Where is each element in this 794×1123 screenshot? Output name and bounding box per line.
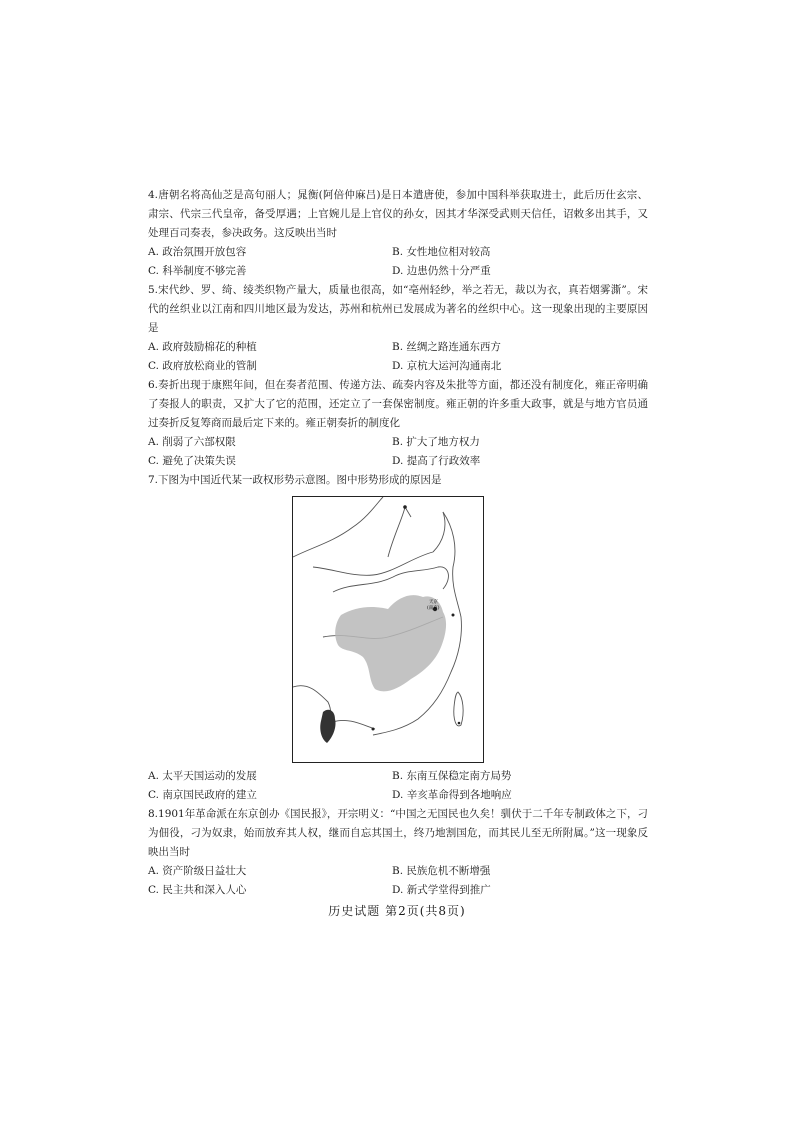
q6-option-c[interactable]: C. 避免了决策失误 [148, 455, 236, 467]
taiwan-island [454, 692, 463, 726]
q7-option-c[interactable]: C. 南京国民政府的建立 [148, 789, 257, 801]
q5-option-a[interactable]: A. 政府鼓励棉花的种植 [148, 341, 257, 353]
q4-option-b[interactable]: B. 女性地位相对较高 [392, 246, 491, 258]
q4-option-d[interactable]: D. 边患仍然十分严重 [392, 265, 491, 277]
q6-option-a[interactable]: A. 削弱了六部权限 [148, 436, 236, 448]
city-marker [403, 505, 407, 509]
questions-area [148, 186, 648, 900]
q7-option-b[interactable]: B. 东南互保稳定南方局势 [392, 770, 512, 782]
question-4-stem: 4.唐朝名将高仙芝是高句丽人；晁衡(阿倍仲麻吕)是日本遣唐使，参加中国科举获取进士，此后历仕玄宗、肃宗、代宗三代皇帝，备受厚遇；上官婉儿是上官仪的孙女，因其才华深受武则天信任，诏敕多出其手，又处理百司奏表，参决政务。这反映出当时 [148, 189, 648, 239]
q4-option-c[interactable]: C. 科举制度不够完善 [148, 265, 247, 277]
page-footer: 历史试题 第2页(共8页) [328, 904, 466, 918]
question-6-options [148, 433, 648, 471]
question-7-stem: 7.下图为中国近代某一政权形势示意图。图中形势形成的原因是 [148, 474, 442, 486]
map-svg [293, 497, 483, 762]
question-5-stem: 5.宋代纱、罗、绮、绫类织物产量大，质量也很高，如“亳州轻纱，举之若无，裁以为衣，真若烟雾澌”。宋代的丝织业以江南和四川地区最为发达，苏州和杭州已发展成为著名的丝织中心。这一现象出现的主要原因是 [148, 284, 648, 334]
railway-line [388, 507, 445, 557]
q4-option-a[interactable]: A. 政治氛围开放包容 [148, 246, 247, 258]
q5-option-d[interactable]: D. 京杭大运河沟通南北 [392, 360, 502, 372]
q5-option-b[interactable]: B. 丝绸之路连通东西方 [392, 341, 501, 353]
question-7-options [148, 767, 648, 805]
q7-option-d[interactable]: D. 辛亥革命得到各地响应 [392, 789, 512, 801]
capital-label-sub: (南京) [427, 606, 440, 611]
q8-option-c[interactable]: C. 民主共和深入人心 [148, 884, 247, 896]
city-marker [372, 728, 375, 731]
boundary-line [313, 552, 433, 575]
q6-option-b[interactable]: B. 扩大了地方权力 [392, 436, 480, 448]
boundary-line [293, 497, 383, 557]
city-marker [458, 722, 461, 725]
q8-option-d[interactable]: D. 新式学堂得到推广 [392, 884, 491, 896]
regime-situation-map [292, 496, 484, 763]
origin-area [320, 710, 335, 743]
q8-option-a[interactable]: A. 资产阶级日益壮大 [148, 865, 247, 877]
river-yellow [333, 567, 448, 592]
question-8-stem: 8.1901年革命派在东京创办《国民报》，开宗明义：“中国之无国民也久矣！驯伏于二千年专制政体之下，刁为佃役，刁为奴隶，始而放弃其人权，继而自忘其国土，终乃地割国危，而其民儿至无所附属。”这一现象反映出当时 [148, 808, 648, 858]
q5-option-c[interactable]: C. 政府放松商业的管制 [148, 360, 257, 372]
q6-option-d[interactable]: D. 提高了行政效率 [392, 455, 481, 467]
q8-option-b[interactable]: B. 民族危机不断增强 [392, 865, 491, 877]
city-marker [452, 614, 455, 617]
question-6-stem: 6.奏折出现于康熙年间，但在奏者范围、传递方法、疏奏内容及朱批等方面，都还没有制度化，雍正帝明确了奏报人的职责，又扩大了它的范围，还定立了一套保密制度。雍正朝的许多重大政事，就是与地方官员通过奏折反复筹商而最后定下来的。雍正朝奏折的制度化 [148, 379, 648, 429]
capital-label: 天京 [429, 600, 438, 605]
question-4-options [148, 243, 648, 281]
q7-option-a[interactable]: A. 太平天国运动的发展 [148, 770, 257, 782]
question-5-options [148, 338, 648, 376]
river-pearl [333, 720, 375, 729]
question-8-options [148, 862, 648, 900]
